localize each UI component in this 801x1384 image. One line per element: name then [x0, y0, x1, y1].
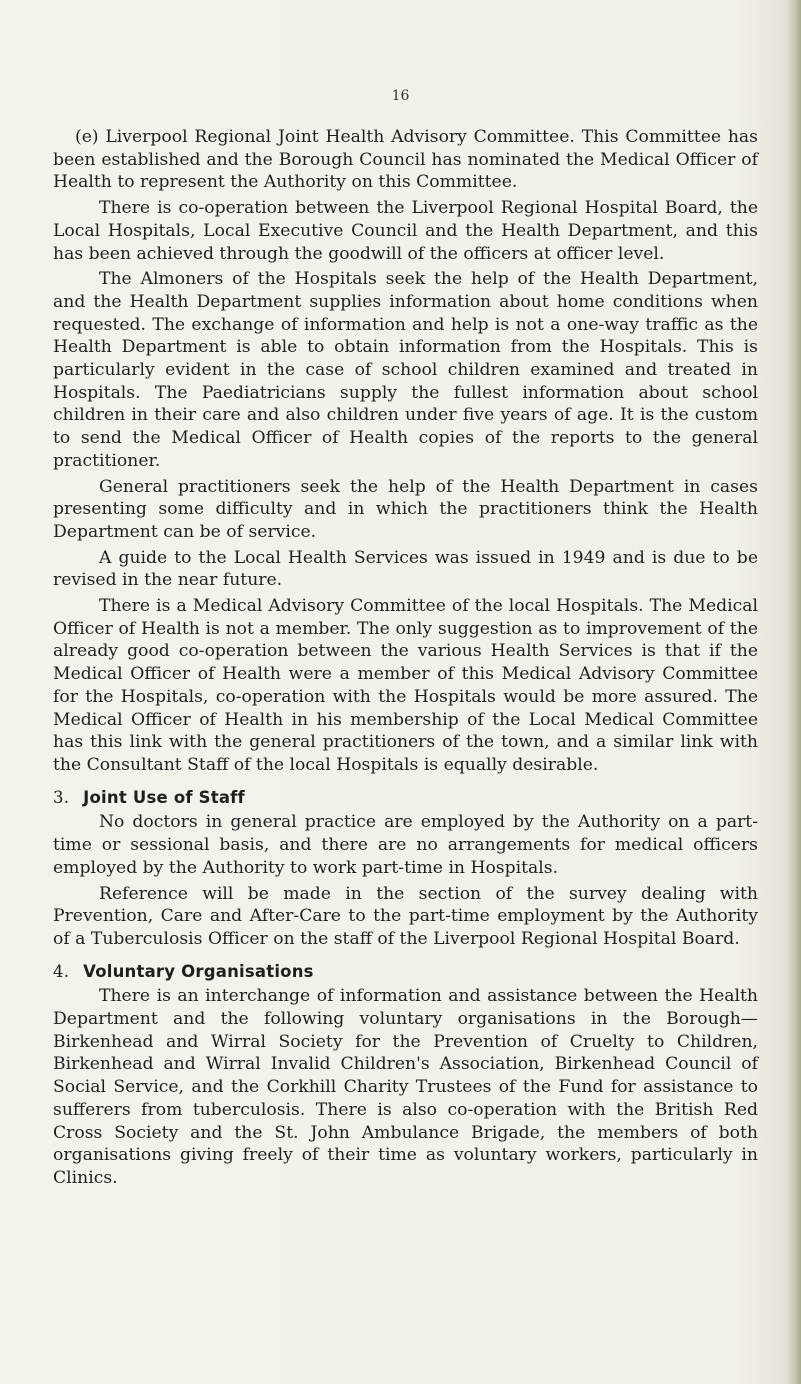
paragraph: The Almoners of the Hospitals seek the help of the Health Department, and the Health Department supplies information about home conditions when requested. The exchange of information and help is not a one-way traffic as the Health Department is able to obtain information from the Hospitals. This is particularly evident in the case of school children examined and treated in Hospitals. The Paediatricians supply the fullest information about school children in their care and also children under five years of age. It is the custom to send the Medical Officer of Health copies of the reports to the general practitioner. — [53, 269, 758, 471]
section-title: Joint Use of Staff — [83, 787, 245, 807]
section-heading-voluntary-organisations — [53, 961, 758, 984]
paragraph: Reference will be made in the section of the survey dealing with Prevention, Care and After-Care to the part-time employment by the Authority of a Tuberculosis Officer on the staff of the Liverpool Regional Hospital Board. — [53, 883, 758, 949]
paragraph: No doctors in general practice are employed by the Authority on a part-time or sessional basis, and there are no arrangements for medical officers employed by the Authority to work part-time in Hospitals. — [53, 812, 758, 878]
section-number: 4. — [53, 961, 70, 981]
page-body — [53, 126, 758, 1193]
paragraph-e-intro: (e) Liverpool Regional Joint Health Advisory Committee. This Committee has been established and the Borough Council has nominated the Medical Officer of Health to represent the Authority on this Committee. — [53, 127, 758, 193]
paragraph: There is co-operation between the Liverpool Regional Hospital Board, the Local Hospitals, Local Executive Council and the Health Department, and this has been achieved through the goodwill of the officers at officer level. — [53, 198, 758, 264]
paragraph: There is a Medical Advisory Committee of the local Hospitals. The Medical Officer of Health is not a member. The only suggestion as to improvement of the already good co-operation between the various Health Services is that if the Medical Officer of Health were a member of this Medical Advisory Committee for the Hospitals, co-operation with the Hospitals would be more assured. The Medical Officer of Health in his membership of the Local Medical Committee has this link with the general practitioners of the town, and a similar link with the Consultant Staff of the local Hospitals is equally desirable. — [53, 596, 758, 775]
paragraph: There is an interchange of information and assistance between the Health Department and the following voluntary organisations in the Borough—Birkenhead and Wirral Society for the Prevention of Cruelty to Children, Birkenhead and Wirral Invalid Children's Association, Birkenhead Council of Social Service, and the Corkhill Charity Trustees of the Fund for assistance to sufferers from tuberculosis. There is also co-operation with the British Red Cross Society and the St. John Ambulance Brigade, the members of both organisations giving freely of their time as voluntary workers, particularly in Clinics. — [53, 986, 758, 1188]
section-number: 3. — [53, 787, 70, 807]
paragraph: General practitioners seek the help of the Health Department in cases presenting some difficulty and in which the practitioners think the Health Department can be of service. — [53, 476, 758, 542]
section-title: Voluntary Organisations — [83, 961, 314, 981]
paragraph: A guide to the Local Health Services was issued in 1949 and is due to be revised in the near future. — [53, 547, 758, 591]
page-edge — [787, 0, 801, 1384]
page-number: 16 — [391, 88, 410, 104]
section-heading-joint-use-of-staff — [53, 787, 758, 810]
